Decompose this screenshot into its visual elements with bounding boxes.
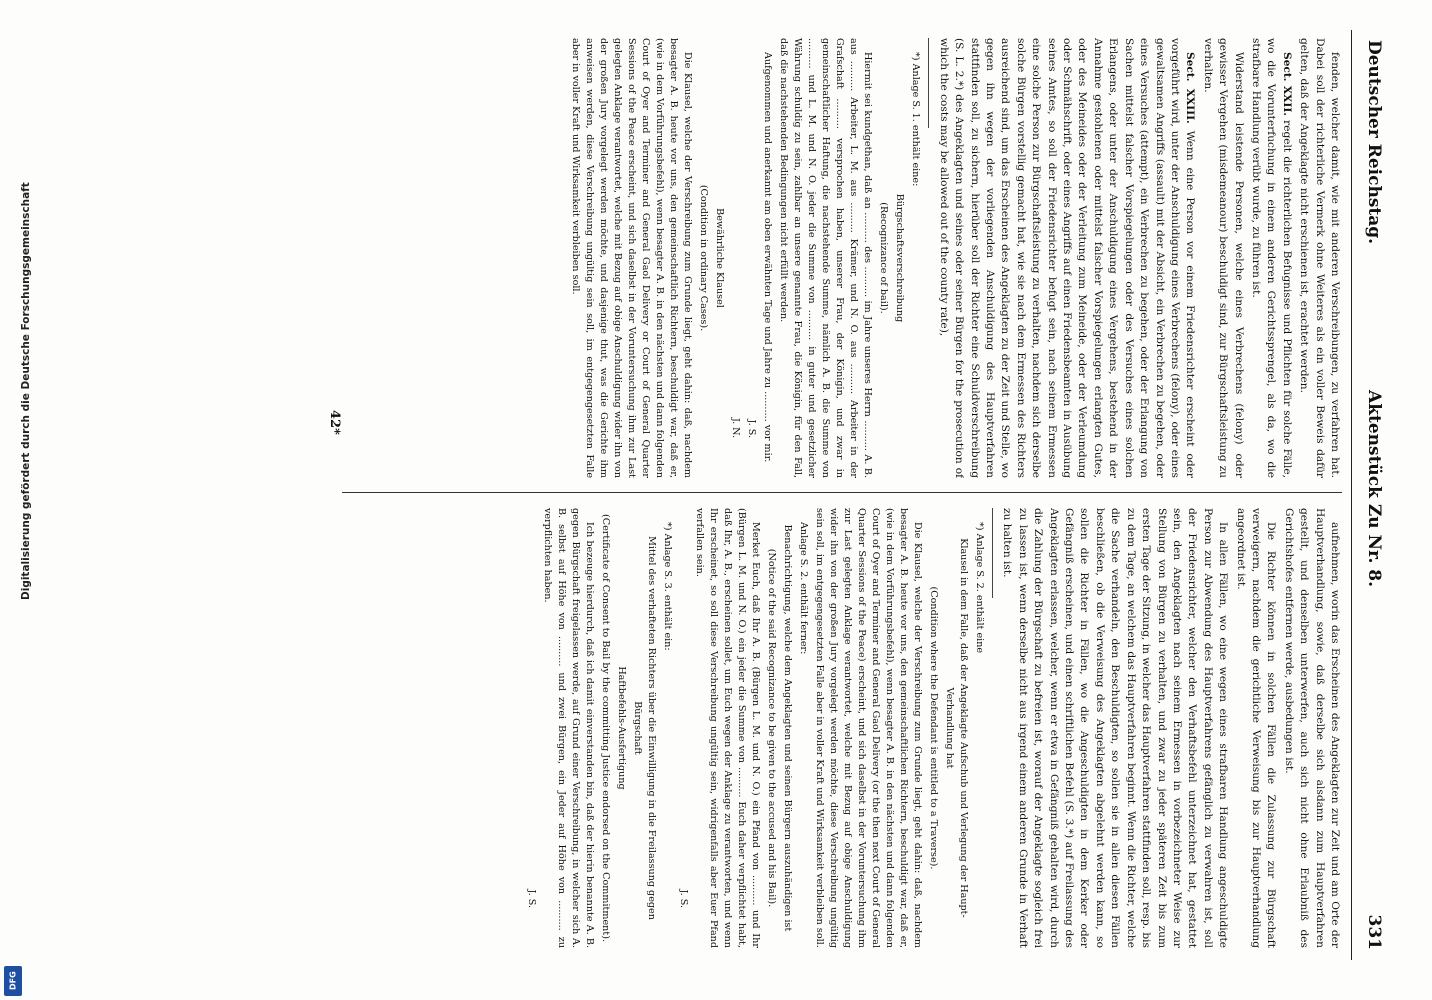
signature: J. S. xyxy=(678,889,690,908)
rotated-content xyxy=(152,30,1392,960)
footnote-title-english: (Notice of the said Recognizance to be given to the accused and his Bail). xyxy=(766,548,778,908)
footnote-intro: Anlage S. 2. enthält ferner: xyxy=(798,522,810,655)
signature: J. N. xyxy=(730,417,742,438)
footnote-title: Bürgschaftsverschreibung xyxy=(894,193,906,323)
footnote-intro: *) Anlage S. 2. enthält eine xyxy=(974,522,986,654)
left-column xyxy=(182,38,1342,478)
footnote-paragraph: Merket Euch, daß Ihr A. B. (Bürgen L. M. und N. O.) ein Pfand von .......... und Ihr (Bürgen L. M. und N. O.) ein jeder die Summe von .......... Euch daher verpflichtet habt, daß Ihr, A. B., erscheinen sollet, um Euch wegen der Anklage zu verantworten, und wenn Ihr erscheinet, so soll diese Verschreibung ungültig sein, widrigenfalls aber Euer Pfand verfallen sein. xyxy=(694,508,762,948)
footnote-paragraph: Die Klausel, welche der Verschreibung zum Grunde liegt, geht dahin: daß, nachdem besagter A. B. heute vor uns, den gemeinschaftlich Richtern, beschuldigt war, daß er, (wie in dem Vorführungsbefehl), wenn besagter A. B. in den nächsten und dann folgenden Court of Oyer and Terminer and General Gaol Delivery or Court of General Quarter Sessions of the Peace erscheint, und sich daselbst in der Voruntersuchung ihm zur Last gelegten Anklage verantwortet, welche mit Bezug auf obige Anschuldigung wider ihn von der großen Jury vorgelegt werden möchte, und dasjenige thut, was die Gerichte ihm anweisen werden, diese Verschreibung ungültig sein soll, im entgegengesetzten Falle aber in voller Kraft und Wirksamkeit verbleiben soll. xyxy=(570,38,694,478)
footnote-block xyxy=(524,508,986,948)
text-columns xyxy=(162,30,1342,960)
margin-note: Widerstand leistende Personen, welche eines Verbrechens (felony) oder gewisser Vergehen (misdemeanour) beschuldigt sind, zur Bürgschaftsleistung zu verhalten. xyxy=(1201,38,1245,478)
paragraph: aufnehmen, worin das Erscheinen des Angeklagten zur Zeit und am Orte der Hauptverhandlung, sowie, daß derselbe sich alsdann zum Hauptverfahren gestellt, und denselben unterwerfen, auch sich nicht ohne Erlaubniß des Gerichtshofes entfernen werde, ausbedungen ist. xyxy=(1282,508,1341,948)
condition-title-english: (Condition in ordinary Cases). xyxy=(698,184,710,332)
right-column xyxy=(182,508,1342,948)
credit-strip xyxy=(2,0,32,1000)
inline-english: for the prosecution of which the costs may be allowed out of the county rate), xyxy=(937,38,966,478)
footnote-title: Klausel in dem Falle, daß der Angeklagte Aufschub und Verlegung der Haupt-Verhandlung hat xyxy=(944,538,970,918)
section-text: Wenn eine Person vor einem Friedensrichter erscheint oder vorgeführt wird, unter der Anschuldigung eines Verbrechens (felony), oder eines gewaltsamen Angriffs (assault) mit der Absicht, ein Verbrechen zu begehen, oder eines Versuches (attempt), ein Verbrechen zu begehen, oder der Erlangung von Sachen mittelst falscher Vorspiegelungen oder des Versuches eines solchen Erlangens, oder unter der Anschuldigung eines Vergehens, bestehend in der Annahme gestohlenen oder mittelst falscher Vorspiegelungen erlangten Gutes, oder des Meineides oder der Verleitung zum Meineide, oder der Verleumdung oder Schmähschrift, oder eines Angriffs auf einen Friedensbeamten in Ausübung seines Amtes, so soll der Friedensrichter befugt sein, nach seinem Ermessen eine solche Person zur Bürgschaftsleistung zu verhalten, nachdem sich derselbe solche Bürgen vorstellig gemacht hat, wie sie nach dem Ermessen des Richters ausreichend sind, um das Erscheinen des Angeklagten zu der Zeit und Stelle, wo gegen ihn wegen der vorliegenden Anschuldigung des Hauptverfahren stattfinden soll, zu sichern, hierüber soll der Richter eine Schuldverschreibung (S. L. 2.*) des Angeklagten und seines oder seiner Bürgen xyxy=(953,38,1197,478)
footnote-paragraph: Die Klausel, welche der Verschreibung zum Grunde liegt, geht dahin: daß, nachdem besagter A. B. heute vor uns, den gemeinschaftlichen Richtern, beschuldigt war, daß er, (wie in dem Vorführungsbefehl), wenn besagter A. B. in den nächsten und dann folgenden Court of Oyer and Terminer and General Gaol Delivery (or the then next Court of General Quarter Sessions of the Peace) erscheint, und sich daselbst in der Voruntersuchung ihm zur Last gelegten Anklage verantwortet, welche mit Bezug auf obige Anschuldigung wider ihn von der großen Jury vorgelegt werden möchte, diese Verschreibung ungültig sein soll, im entgegengesetzten Falle aber in voller Kraft und Wirksamkeit verbleiben soll. xyxy=(814,508,924,948)
footnote-title-english: (Recognizance of bail). xyxy=(878,202,890,314)
running-header xyxy=(1351,30,1392,960)
signature: J. S. xyxy=(746,419,758,438)
section-label: Sect. XXII. xyxy=(1280,52,1293,116)
footnote-paragraph: Hiermit sei kundgethan, daß an .......... des .......... im Jahre unseres Herrn .......... A. B. aus .......... Arbeiter, L. M. aus .......... Krämer, und N. O. aus .......... Arbeiter in der Grafschaft .......... versprochen haben, unserer Frau, der Königin, und zwar in gemeinschaftlicher Haftung, die nachstehende Summe, nämlich A. B. die Summe von .......... und L. M. und N. O. jeder die Summe von .......... in guter und gesetzlicher Währung schuldig zu sein, zahlbar an unsere genannte Frau, die Königin, für den Fall, daß die nachstehenden Bedingungen nicht erfüllt werden. xyxy=(778,38,874,478)
footnote-paragraph: Aufgenommen und anerkannt am oben erwähnten Tage und Jahre zu .......... vor mir. xyxy=(762,52,774,463)
footnote-title: Benachrichtigung, welche dem Angeklagten und seinen Bürgern auszuhändigen ist xyxy=(782,524,794,932)
footnote-subtitle: Haftbefehls-Ausfertigung xyxy=(616,666,628,790)
paragraph xyxy=(935,38,1197,478)
footnote-block xyxy=(568,38,922,478)
section-text: regelt die richterlichen Befugnisse und Pflichten für solche Fälle, wo die Vorunterfuchung in einem anderen Gerichtssprengel, als da, wo die strafbare Handlung verübt wurde, zu führen ist. xyxy=(1249,38,1293,478)
funding-credit: Digitalisierung gefördert durch die Deutsche Forschungsgemeinschaft xyxy=(20,182,32,600)
margin-note: Die Richter können in solchen Fällen die Zulassung zur Bürgschaft verweigern, nachdem die gerichtliche Verweisung bis zur Hauptverhandlung angeordnet ist. xyxy=(1234,508,1278,948)
header-left: Deutscher Reichstag. xyxy=(1364,40,1384,245)
footnote-paragraph: Ich bezeuge hierdurch, daß ich damit einverstanden bin, daß der hierin benannte A. B. gegen Bürgschaft freigelassen werde, auf Grund einer Verschreibung, in welcher sich A. B. selbst auf Höhe von .......... und zwei Bürgen, ein Jeder auf Höhe von .......... zu verpflichten haben. xyxy=(542,508,596,948)
condition-title: Bewährliche Klausel xyxy=(714,208,726,308)
footnote-rule xyxy=(928,38,929,128)
footnote-rule xyxy=(992,508,993,598)
column-divider xyxy=(342,492,1342,493)
footnote-title-english: (Certificate of Consent to Bail by the committing Justice endorsed on the Commitment). xyxy=(600,514,612,942)
footnote-intro: *) Anlage S. 1. enthält eine: xyxy=(910,52,922,187)
footer-page-number: 42* xyxy=(327,410,342,435)
signature: J. S. xyxy=(526,889,538,908)
paragraph: fenden, welcher damit, wie mit anderen Verschreibungen, zu verfahren hat. Dabei soll der richterliche Vermerk ohne Weiteres als ein voller Beweis dafür gelten, daß der Angeklagte nicht erschienen ist, erachtet werden. xyxy=(1298,38,1341,478)
header-center: Aktenstück Zu Nr. 8. xyxy=(1364,390,1384,588)
footnote-intro: *) Anlage S. 3. enthält ein: xyxy=(662,522,674,651)
paragraph xyxy=(1248,38,1294,478)
footnote-title-english: (Condition where the Defendant is entitled to a Traverse). xyxy=(928,586,940,870)
footnote-title: Mittel des verhafteten Richters über die Einwilligung in die Freilassung gegen Bürgschaft xyxy=(632,536,658,920)
header-page-number: 331 xyxy=(1364,914,1384,950)
dfg-logo: DFG xyxy=(4,966,22,996)
section-label: Sect. XXIII. xyxy=(1184,52,1197,124)
paragraph: In allen Fällen, wo eine wegen eines strafbaren Handlung angeschuldigte Person zur Abwendung des Hauptverfahrens gefänglich zu verwahren ist, soll der Friedensrichter, welcher den Verhaftsbefehl unterzeichnet hat, gestattet sein, den Angeklagten nach seinem Ermessen in vorbezeichneter Weise zur Stellung von Bürgen zu verhalten, und zwar zu jeder späteren Zeit bis zum ersten Tage der Sitzung, in welcher das Hauptverfahren stattfinden soll, resp. bis zu dem Tage, an welchem das Hauptverfahren beginnt. Wenn die Richter, welche die Sache verhandeln, den Beschuldigten, so sollen sie in allen diesen Fällen beschließen, ob die Verweisung des Angeklagten abgelehnt werden kann, so sollen die Richter in Fällen, wo die Angeschuldigten in dem Kerker oder Gefängniß erscheinen, und einen schriftlichen Befehl (S. 3.*) auf Freilassung des Angeklagten erlassen, welcher, wenn er etwa in Gefängniß gehalten wird, durch die Zahlung der Bürgschaft zu befreien ist, worauf der Angeklagte sogleich frei zu lassen ist, wenn derselbe nicht aus irgend einem anderen Grunde in Verhaft zu halten ist. xyxy=(1001,508,1230,948)
